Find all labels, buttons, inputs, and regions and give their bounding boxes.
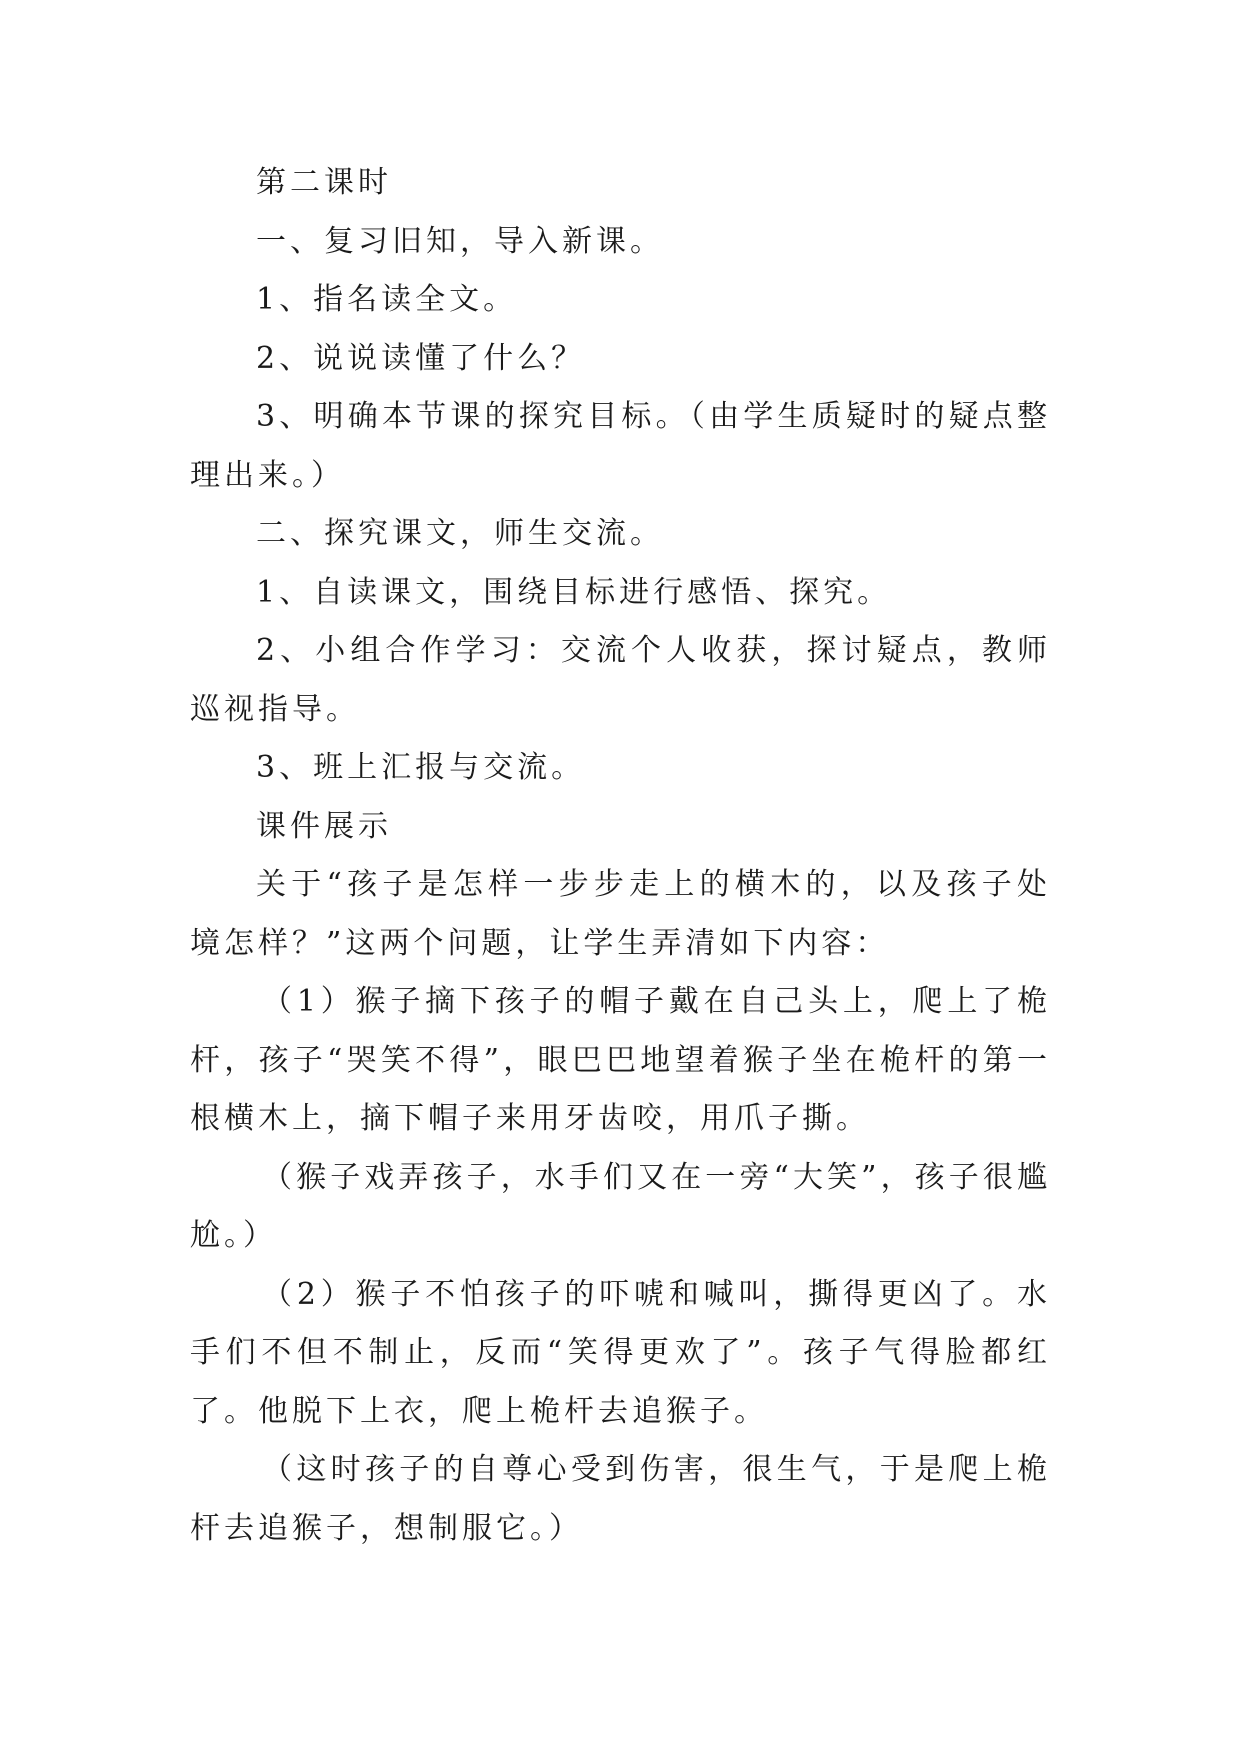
list-item: 3、明确本节课的探究目标。（由学生质疑时的疑点整理出来。） [190,399,1051,493]
section-heading-explore: 二、探究课文，师生交流。 [256,516,664,551]
list-item: 1、指名读全文。 [256,282,518,317]
list-item: 2、小组合作学习：交流个人收获，探讨疑点，教师巡视指导。 [190,633,1051,727]
subheading-courseware: 课件展示 [256,808,392,844]
list-item: 3、班上汇报与交流。 [256,750,586,785]
lesson-title: 第二课时 [256,165,392,200]
list-item: 1、自读课文，围绕目标进行感悟、探究。 [256,574,892,610]
body-paragraph: （1）猴子摘下孩子的帽子戴在自己头上，爬上了桅杆，孩子“哭笑不得”，眼巴巴地望着猴子坐在桅杆的第一根横木上，摘下帽子来用牙齿咬，用爪子撕。 [190,984,1051,1136]
document-page [190,154,1051,1558]
body-paragraph: （2）猴子不怕孩子的吓唬和喊叫，撕得更凶了。水手们不但不制止，反而“笑得更欢了”。孩子气得脸都红了。他脱下上衣，爬上桅杆去追猴子。 [190,1276,1051,1429]
body-paragraph: 关于“孩子是怎样一步步走上的横木的，以及孩子处境怎样？”这两个问题，让学生弄清如下内容： [190,867,1051,961]
list-item: 2、说说读懂了什么？ [256,340,586,376]
body-paragraph: （猴子戏弄孩子，水手们又在一旁“大笑”，孩子很尴尬。） [190,1159,1051,1253]
body-paragraph: （这时孩子的自尊心受到伤害，很生气，于是爬上桅杆去追猴子，想制服它。） [190,1452,1051,1546]
section-heading-review: 一、复习旧知，导入新课。 [256,223,664,259]
